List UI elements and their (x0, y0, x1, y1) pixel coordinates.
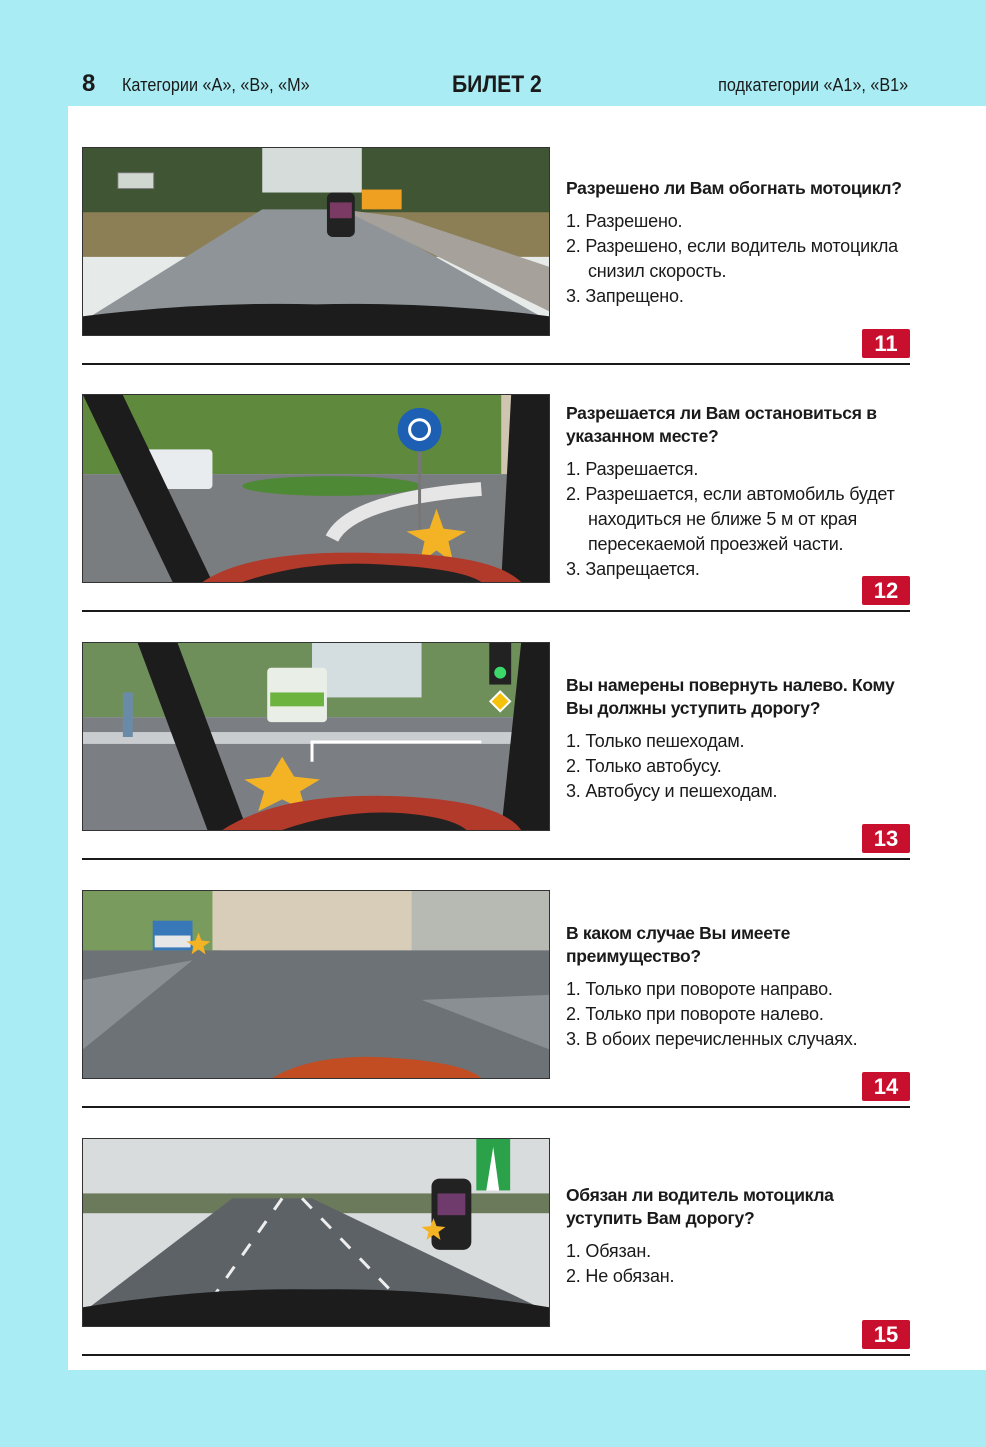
answer-option[interactable]: 1. Только пешеходам. (566, 731, 745, 751)
question-block-11 (566, 177, 910, 309)
answer-option[interactable]: 1. Обязан. (566, 1241, 651, 1261)
question-text: Разрешается ли Вам остановиться в указанном месте? (566, 403, 877, 446)
question-card-15 (82, 1138, 910, 1386)
question-card-14 (82, 890, 910, 1138)
answer-option[interactable]: 2. Только при повороте налево. (566, 1004, 824, 1024)
answer-list (566, 729, 910, 804)
scene-image-13 (82, 642, 550, 831)
answer-option[interactable]: 2. Разрешается, если автомобиль будет находиться не ближе 5 м от края пересекаемой проезжей части. (566, 484, 895, 554)
question-text: В каком случае Вы имеете преимущество? (566, 923, 791, 966)
scene-image-11 (82, 147, 550, 336)
question-number-badge: 13 (862, 824, 910, 853)
question-block-12 (566, 402, 910, 582)
question-number-badge: 11 (862, 329, 910, 358)
answer-option[interactable]: 3. Запрещается. (566, 559, 700, 579)
answer-option[interactable]: 2. Только автобусу. (566, 756, 722, 776)
question-text: Обязан ли водитель мотоцикла уступить Вам дорогу? (566, 1185, 834, 1228)
question-block-14 (566, 922, 910, 1052)
question-number-badge: 15 (862, 1320, 910, 1349)
question-block-13 (566, 674, 910, 804)
answer-option[interactable]: 3. В обоих перечисленных случаях. (566, 1029, 858, 1049)
question-card-13 (82, 642, 910, 890)
answer-list (566, 457, 910, 582)
answer-list (566, 1239, 910, 1289)
answer-list (566, 209, 910, 309)
answer-option[interactable]: 3. Автобусу и пешеходам. (566, 781, 778, 801)
answer-option[interactable]: 2. Не обязан. (566, 1266, 675, 1286)
ticket-title: БИЛЕТ 2 (452, 71, 542, 98)
question-block-15 (566, 1184, 910, 1289)
separator-line (82, 1106, 910, 1108)
separator-line (82, 858, 910, 860)
scene-image-15 (82, 1138, 550, 1327)
scene-image-12 (82, 394, 550, 583)
separator-line (82, 1354, 910, 1356)
answer-option[interactable]: 1. Только при повороте направо. (566, 979, 833, 999)
answer-list (566, 977, 910, 1052)
question-number-badge: 12 (862, 576, 910, 605)
question-card-11 (82, 147, 910, 395)
answer-option[interactable]: 3. Запрещено. (566, 286, 684, 306)
page-header (0, 0, 986, 105)
question-text: Разрешено ли Вам обогнать мотоцикл? (566, 178, 902, 198)
separator-line (82, 610, 910, 612)
answer-option[interactable]: 2. Разрешено, если водитель мотоцикла снизил скорость. (566, 236, 898, 281)
scene-image-14 (82, 890, 550, 1079)
answer-option[interactable]: 1. Разрешено. (566, 211, 683, 231)
question-number-badge: 14 (862, 1072, 910, 1101)
categories-left: Категории «А», «В», «М» (122, 75, 310, 95)
categories-right: подкатегории «А1», «В1» (717, 75, 908, 95)
question-card-12 (82, 394, 910, 642)
page-number: 8 (82, 70, 96, 97)
separator-line (82, 363, 910, 365)
answer-option[interactable]: 1. Разрешается. (566, 459, 699, 479)
question-text: Вы намерены повернуть налево. Кому Вы должны уступить дорогу? (566, 675, 895, 718)
